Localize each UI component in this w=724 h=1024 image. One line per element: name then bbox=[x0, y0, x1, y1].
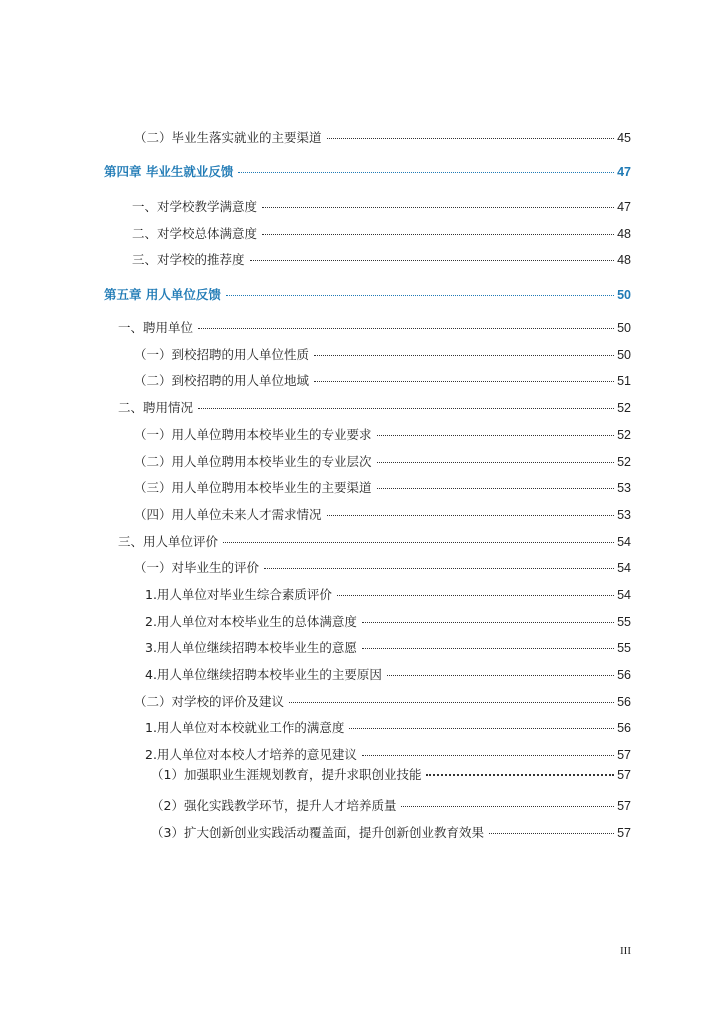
toc-entry-page: 51 bbox=[617, 374, 631, 388]
toc-entry-label: 2.用人单位对本校人才培养的意见建议 bbox=[145, 747, 357, 762]
toc-entry-label: （二）毕业生落实就业的主要渠道 bbox=[134, 130, 322, 145]
toc-leader bbox=[226, 295, 614, 296]
toc-entry[interactable] bbox=[145, 612, 631, 632]
toc-entry-page: 45 bbox=[617, 131, 631, 145]
toc-leader bbox=[377, 488, 615, 489]
toc-entry-label: 二、聘用情况 bbox=[118, 400, 194, 415]
toc-entry[interactable] bbox=[134, 371, 631, 391]
toc-entry-label: （一）到校招聘的用人单位性质 bbox=[134, 347, 310, 362]
toc-entry-page: 56 bbox=[617, 695, 631, 709]
toc-chapter-entry[interactable] bbox=[104, 162, 631, 182]
toc-entry-page: 48 bbox=[617, 227, 631, 241]
toc-leader bbox=[314, 355, 614, 356]
page-number: III bbox=[620, 945, 631, 957]
toc-entry-page: 56 bbox=[617, 668, 631, 682]
toc-entry-label: （2）强化实践教学环节，提升人才培养质量 bbox=[151, 798, 397, 813]
toc-entry-page: 50 bbox=[617, 288, 631, 302]
toc-entry-page: 52 bbox=[617, 455, 631, 469]
toc-leader bbox=[262, 207, 614, 208]
toc-entry-label: 第四章 毕业生就业反馈 bbox=[104, 164, 234, 179]
toc-entry-label: 第五章 用人单位反馈 bbox=[104, 287, 221, 302]
toc-entry[interactable] bbox=[145, 745, 631, 765]
toc-entry-label: 1.用人单位对本校就业工作的满意度 bbox=[145, 720, 345, 735]
toc-entry[interactable] bbox=[132, 250, 631, 270]
toc-entry-label: 1.用人单位对毕业生综合素质评价 bbox=[145, 587, 332, 602]
toc-entry-label: 2.用人单位对本校毕业生的总体满意度 bbox=[145, 614, 357, 629]
toc-leader bbox=[198, 408, 614, 409]
toc-entry[interactable] bbox=[118, 318, 631, 338]
toc-chapter-entry[interactable] bbox=[104, 285, 631, 305]
toc-entry-label: 三、对学校的推荐度 bbox=[132, 252, 245, 267]
toc-entry[interactable] bbox=[134, 128, 631, 148]
toc-entry[interactable] bbox=[132, 197, 631, 217]
toc-leader bbox=[377, 462, 615, 463]
toc-entry[interactable] bbox=[134, 478, 631, 498]
toc-entry[interactable] bbox=[134, 558, 631, 578]
toc-entry[interactable] bbox=[151, 823, 631, 843]
toc-leader bbox=[362, 755, 614, 756]
toc-entry-page: 56 bbox=[617, 721, 631, 735]
toc-entry[interactable] bbox=[134, 505, 631, 525]
toc-entry-page: 52 bbox=[617, 428, 631, 442]
toc-entry-label: （二）到校招聘的用人单位地域 bbox=[134, 373, 310, 388]
toc-entry[interactable] bbox=[145, 718, 631, 738]
toc-leader bbox=[264, 568, 614, 569]
toc-entry-label: （1）加强职业生涯规划教育，提升求职创业技能 bbox=[151, 767, 422, 782]
toc-leader bbox=[314, 381, 614, 382]
toc-leader bbox=[362, 622, 614, 623]
toc-leader bbox=[489, 833, 614, 834]
toc-entry[interactable] bbox=[151, 796, 631, 816]
toc-entry[interactable] bbox=[134, 345, 631, 365]
toc-leader bbox=[401, 806, 614, 807]
toc-entry-page: 48 bbox=[617, 253, 631, 267]
toc-leader bbox=[327, 138, 615, 139]
toc-leader bbox=[337, 595, 614, 596]
toc-entry-label: 3.用人单位继续招聘本校毕业生的意愿 bbox=[145, 640, 357, 655]
toc-entry[interactable] bbox=[118, 532, 631, 552]
toc-entry-page: 57 bbox=[617, 799, 631, 813]
toc-entry-label: 一、聘用单位 bbox=[118, 320, 194, 335]
toc-entry[interactable] bbox=[145, 638, 631, 658]
toc-entry-page: 50 bbox=[617, 348, 631, 362]
toc-leader bbox=[377, 435, 615, 436]
toc-entry-label: （3）扩大创新创业实践活动覆盖面，提升创新创业教育效果 bbox=[151, 825, 484, 840]
toc-entry-label: （二）用人单位聘用本校毕业生的专业层次 bbox=[134, 454, 372, 469]
toc-entry[interactable] bbox=[134, 425, 631, 445]
toc-entry-label: 三、用人单位评价 bbox=[118, 534, 219, 549]
toc-entry-label: 一、对学校教学满意度 bbox=[132, 199, 258, 214]
toc-entry-page: 55 bbox=[617, 641, 631, 655]
toc-leader bbox=[362, 648, 614, 649]
toc-leader bbox=[262, 234, 614, 235]
toc-entry-label: （三）用人单位聘用本校毕业生的主要渠道 bbox=[134, 480, 372, 495]
toc-entry[interactable] bbox=[145, 585, 631, 605]
toc-entry-page: 53 bbox=[617, 508, 631, 522]
toc-entry-label: （二）对学校的评价及建议 bbox=[134, 694, 285, 709]
toc-entry-page: 57 bbox=[617, 826, 631, 840]
toc-entry-page: 57 bbox=[617, 768, 631, 782]
toc-entry-page: 50 bbox=[617, 321, 631, 335]
toc-entry-page: 54 bbox=[617, 561, 631, 575]
toc-entry[interactable] bbox=[151, 765, 631, 785]
toc-entry[interactable] bbox=[132, 224, 631, 244]
toc-entry[interactable] bbox=[145, 665, 631, 685]
toc-entry-page: 55 bbox=[617, 615, 631, 629]
toc-entry-page: 47 bbox=[617, 200, 631, 214]
toc-entry-label: 4.用人单位继续招聘本校毕业生的主要原因 bbox=[145, 667, 382, 682]
toc-entry[interactable] bbox=[134, 452, 631, 472]
toc-entry[interactable] bbox=[134, 692, 631, 712]
toc-leader bbox=[223, 542, 614, 543]
toc-leader bbox=[289, 702, 614, 703]
toc-entry-label: （一）对毕业生的评价 bbox=[134, 560, 260, 575]
toc-entry-label: 二、对学校总体满意度 bbox=[132, 226, 258, 241]
toc-entry-page: 52 bbox=[617, 401, 631, 415]
toc-leader bbox=[349, 728, 614, 729]
toc-leader bbox=[327, 515, 615, 516]
toc-leader bbox=[238, 172, 614, 173]
toc-entry-page: 54 bbox=[617, 535, 631, 549]
toc-leader bbox=[387, 675, 614, 676]
toc-entry-page: 54 bbox=[617, 588, 631, 602]
toc-entry-label: （四）用人单位未来人才需求情况 bbox=[134, 507, 322, 522]
toc-leader bbox=[426, 774, 614, 776]
toc-entry-label: （一）用人单位聘用本校毕业生的专业要求 bbox=[134, 427, 372, 442]
toc-entry-page: 53 bbox=[617, 481, 631, 495]
toc-leader bbox=[250, 260, 615, 261]
toc-entry-page: 57 bbox=[617, 748, 631, 762]
toc-entry-page: 47 bbox=[617, 165, 631, 179]
toc-entry[interactable] bbox=[118, 398, 631, 418]
toc-leader bbox=[198, 328, 614, 329]
